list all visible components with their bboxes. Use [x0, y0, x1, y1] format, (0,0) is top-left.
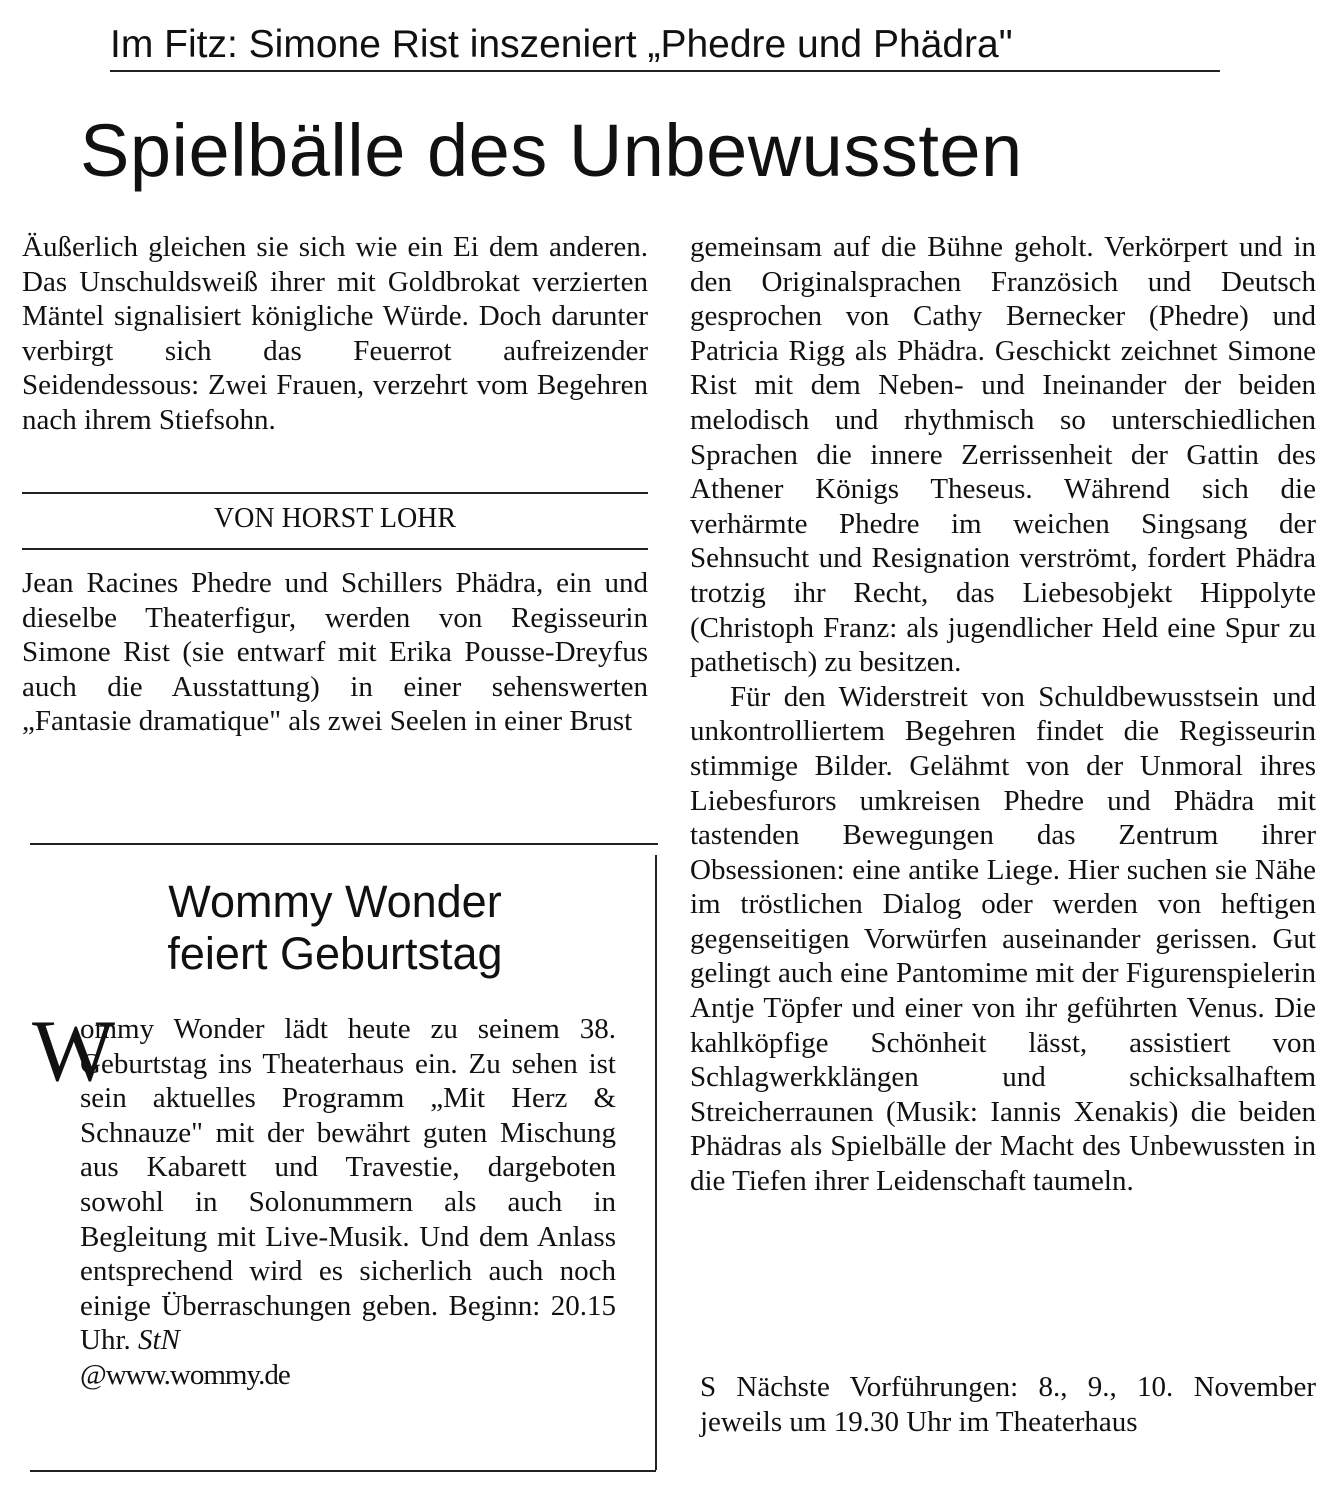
article-paragraph-2: Für den Widerstreit von Schuldbewusstsein und unkontrolliertem Begehren findet die Regisseurin stimmige Bilder. Gelähmt von der Unmoral ihres Liebesfurors umkreisen Phedre und Phädra mit tastenden Bewegungen das Zentrum ihrer Obsessionen: eine antike Liege. Hier suchen sie Nähe im tröstlichen Dialog oder werden von heftigen gegenseitigen Vorwürfen auseinander gerissen. Gut gelingt auch eine Pantomime mit der Figurenspielerin Antje Töpfer und einer von ihr geführten Venus. Die kahlköpfige Schönheit lässt, assistiert von Schlagwerkklängen und schicksalhaftem Streicherraunen (Musik: Iannis Xenakis) die beiden Phädras als Spielbälle der Macht des Unbewussten in die Tiefen ihrer Leidenschaft taumeln. — [690, 680, 1316, 1198]
article-column-1-text: Jean Racines Phedre und Schillers Phädra, ein und dieselbe Theaterfigur, werden von Regisseurin Simone Rist (sie entwarf mit Erika Pousse-Dreyfus auch die Ausstattung) in einer sehenswerten „Fantasie dramatique" als zwei Seelen in einer Brust — [22, 567, 648, 738]
dropcap: W — [32, 1003, 116, 1100]
article-column-2 — [690, 230, 1316, 1199]
article-footer — [700, 1370, 1316, 1439]
headline: Spielbälle des Unbewussten — [80, 109, 1023, 192]
box-text — [80, 1012, 616, 1358]
box-rule-right — [655, 855, 657, 1470]
signature: StN — [138, 1324, 180, 1357]
box-rule-top — [30, 843, 658, 845]
lead-text: Äußerlich gleichen sie sich wie ein Ei dem anderen. Das Unschuldsweiß ihrer mit Goldbrokat verzierten Mäntel signalisiert königliche Würde. Doch darunter verbirgt sich das Feuerrot aufreizender Seidendessous: Zwei Frauen, verzehrt vom Begehren nach ihrem Stiefsohn. — [22, 231, 648, 436]
byline-rule-top — [22, 492, 648, 494]
performance-dates: S Nächste Vorführungen: 8., 9., 10. November jeweils um 19.30 Uhr im Theaterhaus — [700, 1371, 1316, 1438]
kicker: Im Fitz: Simone Rist inszeniert „Phedre und Phädra" — [110, 23, 1013, 66]
article-paragraph-1: gemeinsam auf die Bühne geholt. Verkörpert und in den Originalsprachen Französich und Deutsch gesprochen von Cathy Bernecker (Phedre) und Patricia Rigg als Phädra. Geschickt zeichnet Simone Rist mit dem Neben- und Ineinander der beiden melodisch und rhythmisch so unterschiedlichen Sprachen die innere Zerrissenheit der Gattin des Athener Königs Theseus. Während sich die verhärmte Phedre im weichen Singsang der Sehnsucht und Resignation verströmt, fordert Phädra trotzig ihr Recht, das Liebesobjekt Hippolyte (Christoph Franz: als jugendlicher Held eine Spur zu pathetisch) zu besitzen. — [690, 231, 1316, 679]
box-headline-line-2: feiert Geburtstag — [167, 928, 503, 979]
box-body — [80, 1012, 616, 1393]
byline: VON HORST LOHR — [213, 503, 457, 534]
box-web: @www.wommy.de — [80, 1358, 290, 1391]
lead-paragraph — [22, 230, 648, 438]
box-text-content: ommy Wonder lädt heute zu seinem 38. Geburtstag ins Theaterhaus ein. Zu sehen ist sein aktuelles Programm „Mit Herz & Schnauze" mit der bewährt guten Mischung aus Kabarett und Travestie, dargeboten sowohl in Solonummern als auch in Begleitung mit Live-Musik. Und dem Anlass entsprechend wird es sicherlich auch noch einige Überraschungen geben. Beginn: 20.15 Uhr. — [80, 1013, 616, 1357]
byline-rule-bottom — [22, 548, 648, 550]
box-headline — [40, 876, 630, 980]
box-rule-bottom — [30, 1470, 656, 1472]
article-column-1 — [22, 566, 648, 739]
kicker-rule — [110, 70, 1220, 72]
box-headline-line-1: Wommy Wonder — [168, 876, 502, 927]
